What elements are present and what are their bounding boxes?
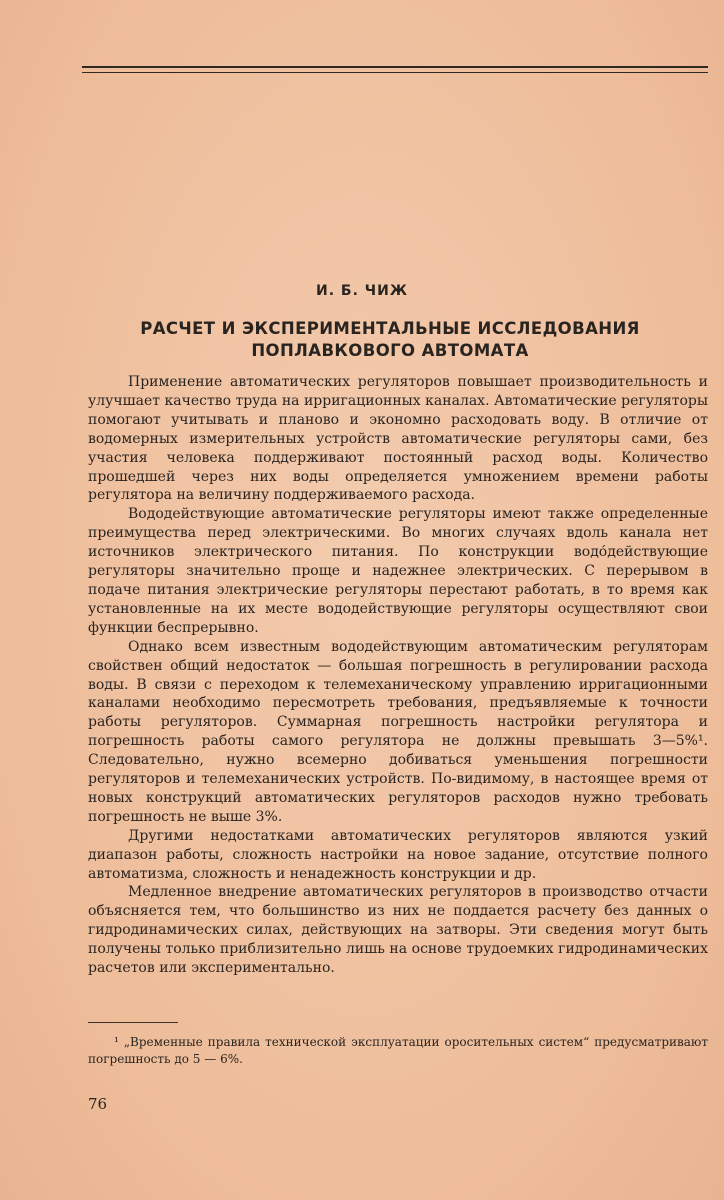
paragraph: Однако всем известным вододействующим автоматическим регуляторам свойствен общий недостаток — большая погрешность в регулировании расхода воды. В связи с переходом к телемеханическому управлению ирригационными каналами необходимо пересмотреть требования, предъявляемые к точности работы регуляторов. Суммарная погрешность настройки регулятора и погрешность работы самого регулятора не должны превышать 3—5%¹. Следовательно, нужно всемерно добиваться уменьшения погрешности регуляторов и телемеханических устройств. По-видимому, в настоящее время от новых конструкций автоматических регуляторов расходов нужно требовать погрешность не выше 3%. [88,638,708,825]
paragraph: Медленное внедрение автоматических регуляторов в производство отчасти объясняется тем, что большинство из них не поддается расчету без данных о гидродинамических силах, действующих на затворы. Эти сведения могут быть получены только приблизительно лишь на основе трудоемких гидродинамических расчетов или экспериментально. [88,884,708,977]
title-line-2: ПОПЛАВКОВОГО АВТОМАТА [251,341,529,360]
article-body [88,373,708,978]
paragraph: Другими недостатками автоматических регуляторов являются узкий диапазон работы, сложность настройки на новое задание, отсутствие полного автоматизма, сложность и ненадежность конструкции и др. [88,827,708,882]
footnote-rule [88,1022,178,1023]
header-rule [82,66,708,68]
header-rule-thin [82,72,708,73]
title-line-1: РАСЧЕТ И ЭКСПЕРИМЕНТАЛЬНЫЕ ИССЛЕДОВАНИЯ [140,319,640,338]
author-name: И. Б. ЧИЖ [316,283,408,299]
paragraph: Применение автоматических регуляторов повышает производительность и улучшает качество труда на ирригационных каналах. Автоматические регуляторы помогают учитывать и планово и экономно расходовать воду. В отличие от водомерных измерительных устройств автоматические регуляторы сами, без участия человека поддерживают постоянный расход воды. Количество прошедшей через них воды определяется умножением времени работы регулятора на величину поддерживаемого расхода. [88,374,708,504]
footnote: ¹ „Временные правила технической эксплуатации оросительных систем“ предусматривают погрешность до 5 — 6%. [88,1035,708,1066]
paragraph: Вододействующие автоматические регуляторы имеют также определенные преимущества перед электрическими. Во многих случаях вдоль канала нет источников электрического питания. По конструкции водо́действующие регуляторы значительно проще и надежнее электрических. С перерывом в подаче питания электрические регуляторы перестают работать, в то время как установленные на их месте вододействующие регуляторы осуществляют свои функции беспрерывно. [88,506,708,636]
article-title [110,318,670,362]
page-number: 76 [88,1095,108,1113]
